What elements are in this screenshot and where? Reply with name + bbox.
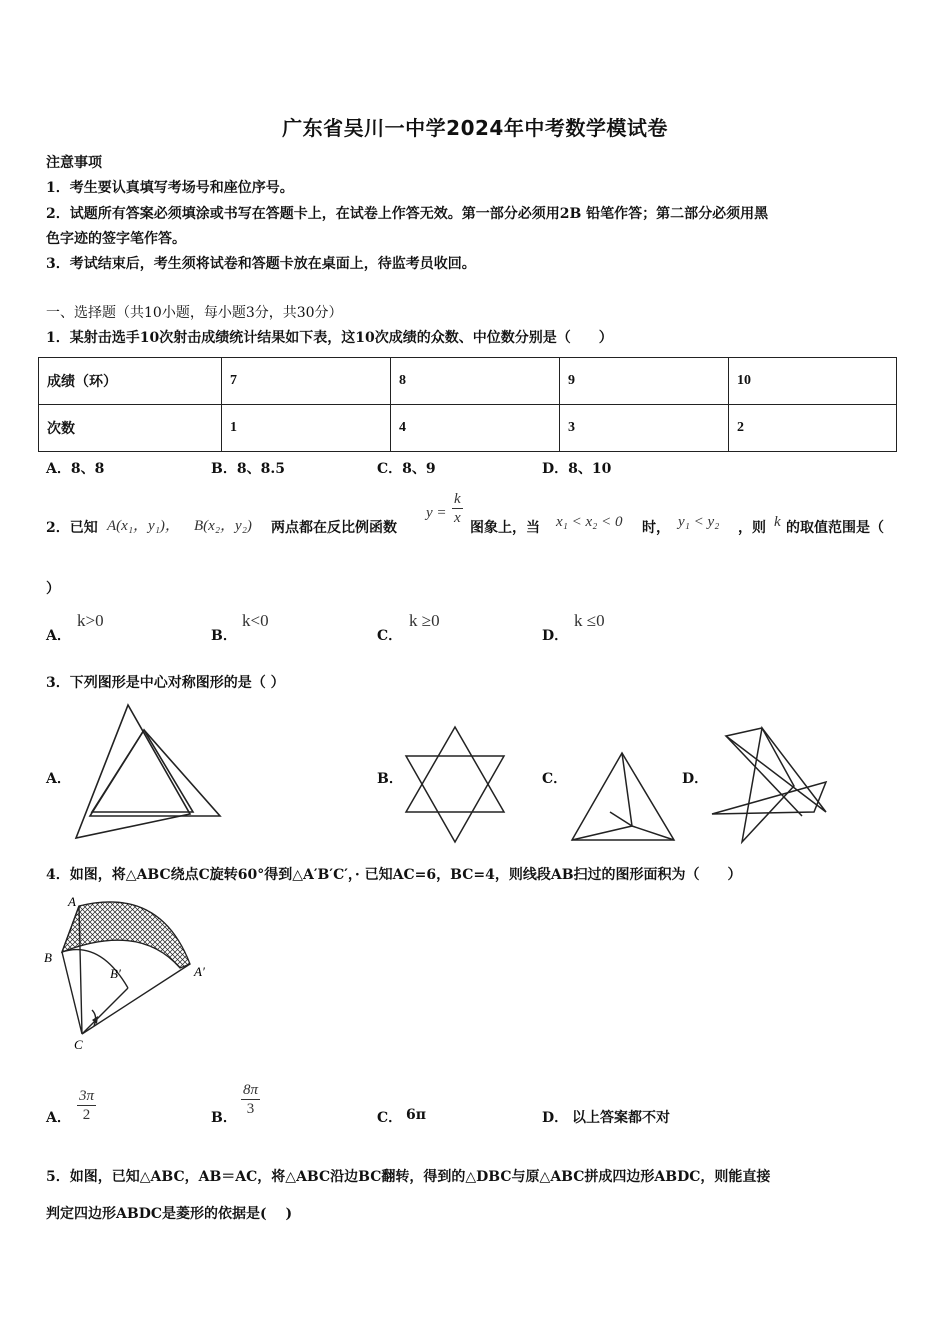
q2-option-a[interactable]: A． <box>46 628 71 644</box>
function-denominator: x <box>454 510 461 526</box>
q1-option-b[interactable]: B．8、8.5 <box>211 461 285 477</box>
table-cell: 8 <box>391 358 560 405</box>
q2-option-b[interactable]: B． <box>211 628 237 644</box>
q4-option-d-value: 以上答案都不对 <box>572 1110 670 1126</box>
variable-k: k <box>774 514 781 530</box>
q3-option-a[interactable]: A． <box>46 771 71 787</box>
q2-option-a-value: k>0 <box>77 611 104 630</box>
label-b: B <box>44 950 52 965</box>
figure-rotation <box>40 892 220 1057</box>
score-table <box>38 357 897 452</box>
fraction-numerator: 3π <box>79 1088 95 1104</box>
point-b: B(x₂，y₂) <box>194 518 252 534</box>
question-2-text: 两点都在反比例函数 <box>271 520 397 536</box>
table-cell: 10 <box>729 358 897 405</box>
table-cell: 4 <box>391 405 560 452</box>
label-b-prime: B′ <box>110 966 121 981</box>
fraction-denominator: 3 <box>246 1101 255 1117</box>
q4-option-a-fraction <box>77 1087 96 1124</box>
q3-option-c[interactable]: C． <box>542 771 568 787</box>
table-cell: 次数 <box>39 405 222 452</box>
figure-a-triangles <box>70 700 230 845</box>
q1-option-a[interactable]: A．8、8 <box>46 461 105 477</box>
question-2-text-3: 时， <box>642 520 670 536</box>
question-2-suffix: 的取值范围是（ <box>786 520 884 536</box>
table-cell: 7 <box>222 358 391 405</box>
table-cell: 3 <box>560 405 729 452</box>
table-row <box>39 405 897 452</box>
notice-item-2-cont: 色字迹的签字笔作答。 <box>46 231 186 247</box>
question-1-stem: 1．某射击选手10次射击成绩统计结果如下表，这10次成绩的众数、中位数分别是（ ） <box>46 330 613 346</box>
q4-option-a[interactable]: A． <box>46 1110 71 1126</box>
condition-y: y₁ < y₂ <box>678 514 720 530</box>
function-lhs: y = <box>426 505 447 521</box>
fraction-numerator: 8π <box>243 1082 259 1098</box>
q4-option-b[interactable]: B． <box>211 1110 237 1126</box>
table-cell: 成绩（环） <box>39 358 222 405</box>
question-2-prefix: 2．已知 <box>46 520 98 536</box>
q2-option-d[interactable]: D． <box>542 628 569 644</box>
question-5-line-1: 5．如图，已知△ABC，AB＝AC，将△ABC沿边BC翻转，得到的△DBC与原△ABC拼成四边形ABDC，则能直接 <box>46 1169 771 1185</box>
notice-item-2: 2．试题所有答案必须填涂或书写在答题卡上，在试卷上作答无效。第一部分必须用2B 铅笔作答；第二部分必须用黑 <box>46 206 769 222</box>
point-a: A(x₁，y₁)， <box>107 518 180 534</box>
notice-item-1: 1．考生要认真填写考场号和座位序号。 <box>46 180 294 196</box>
function-fraction <box>452 490 463 527</box>
label-a-prime: A′ <box>194 964 205 979</box>
q2-option-b-value: k<0 <box>242 611 269 630</box>
q2-option-c-value: k ≥0 <box>409 611 440 630</box>
q2-option-d-value: k ≤0 <box>574 611 605 630</box>
q4-option-c[interactable]: C． <box>377 1110 403 1126</box>
q1-option-c[interactable]: C．8、9 <box>377 461 436 477</box>
q3-option-d[interactable]: D． <box>682 771 709 787</box>
question-2-text-2: 图象上，当 <box>470 520 540 536</box>
label-a: A <box>68 894 76 909</box>
question-5-line-2: 判定四边形ABDC是菱形的依据是( ) <box>46 1206 293 1222</box>
page-title: 广东省吴川一中学2024年中考数学模试卷 <box>282 116 668 140</box>
figure-d-triangles <box>706 724 831 846</box>
q4-option-d[interactable]: D． <box>542 1110 569 1126</box>
q4-option-b-fraction <box>241 1081 260 1118</box>
question-3-stem: 3．下列图形是中心对称图形的是（ ） <box>46 675 285 691</box>
notice-item-3: 3．考试结束后，考生须将试卷和答题卡放在桌面上，待监考员收回。 <box>46 256 476 272</box>
table-cell: 9 <box>560 358 729 405</box>
q2-option-c[interactable]: C． <box>377 628 403 644</box>
table-cell: 1 <box>222 405 391 452</box>
figure-c-triangle <box>570 750 680 845</box>
q1-option-d[interactable]: D．8、10 <box>542 461 612 477</box>
question-2-close: ） <box>46 581 60 597</box>
label-c: C <box>74 1037 83 1052</box>
notice-heading: 注意事项 <box>46 155 102 171</box>
figure-b-hexagram <box>400 724 510 846</box>
section-heading: 一、选择题（共10小题，每小题3分，共30分） <box>46 305 343 321</box>
table-row <box>39 358 897 405</box>
function-numerator: k <box>454 491 461 507</box>
fraction-denominator: 2 <box>82 1107 91 1123</box>
table-cell: 2 <box>729 405 897 452</box>
question-2-text-4: ，则 <box>738 520 766 536</box>
condition-x: x₁ < x₂ < 0 <box>556 514 623 530</box>
question-4-stem: 4．如图，将△ABC绕点C旋转60°得到△A′B′C′，· 已知AC=6，BC=4，则线段AB扫过的图形面积为（ ） <box>46 867 742 883</box>
q4-option-c-value: 6π <box>406 1107 426 1123</box>
q3-option-b[interactable]: B． <box>377 771 403 787</box>
